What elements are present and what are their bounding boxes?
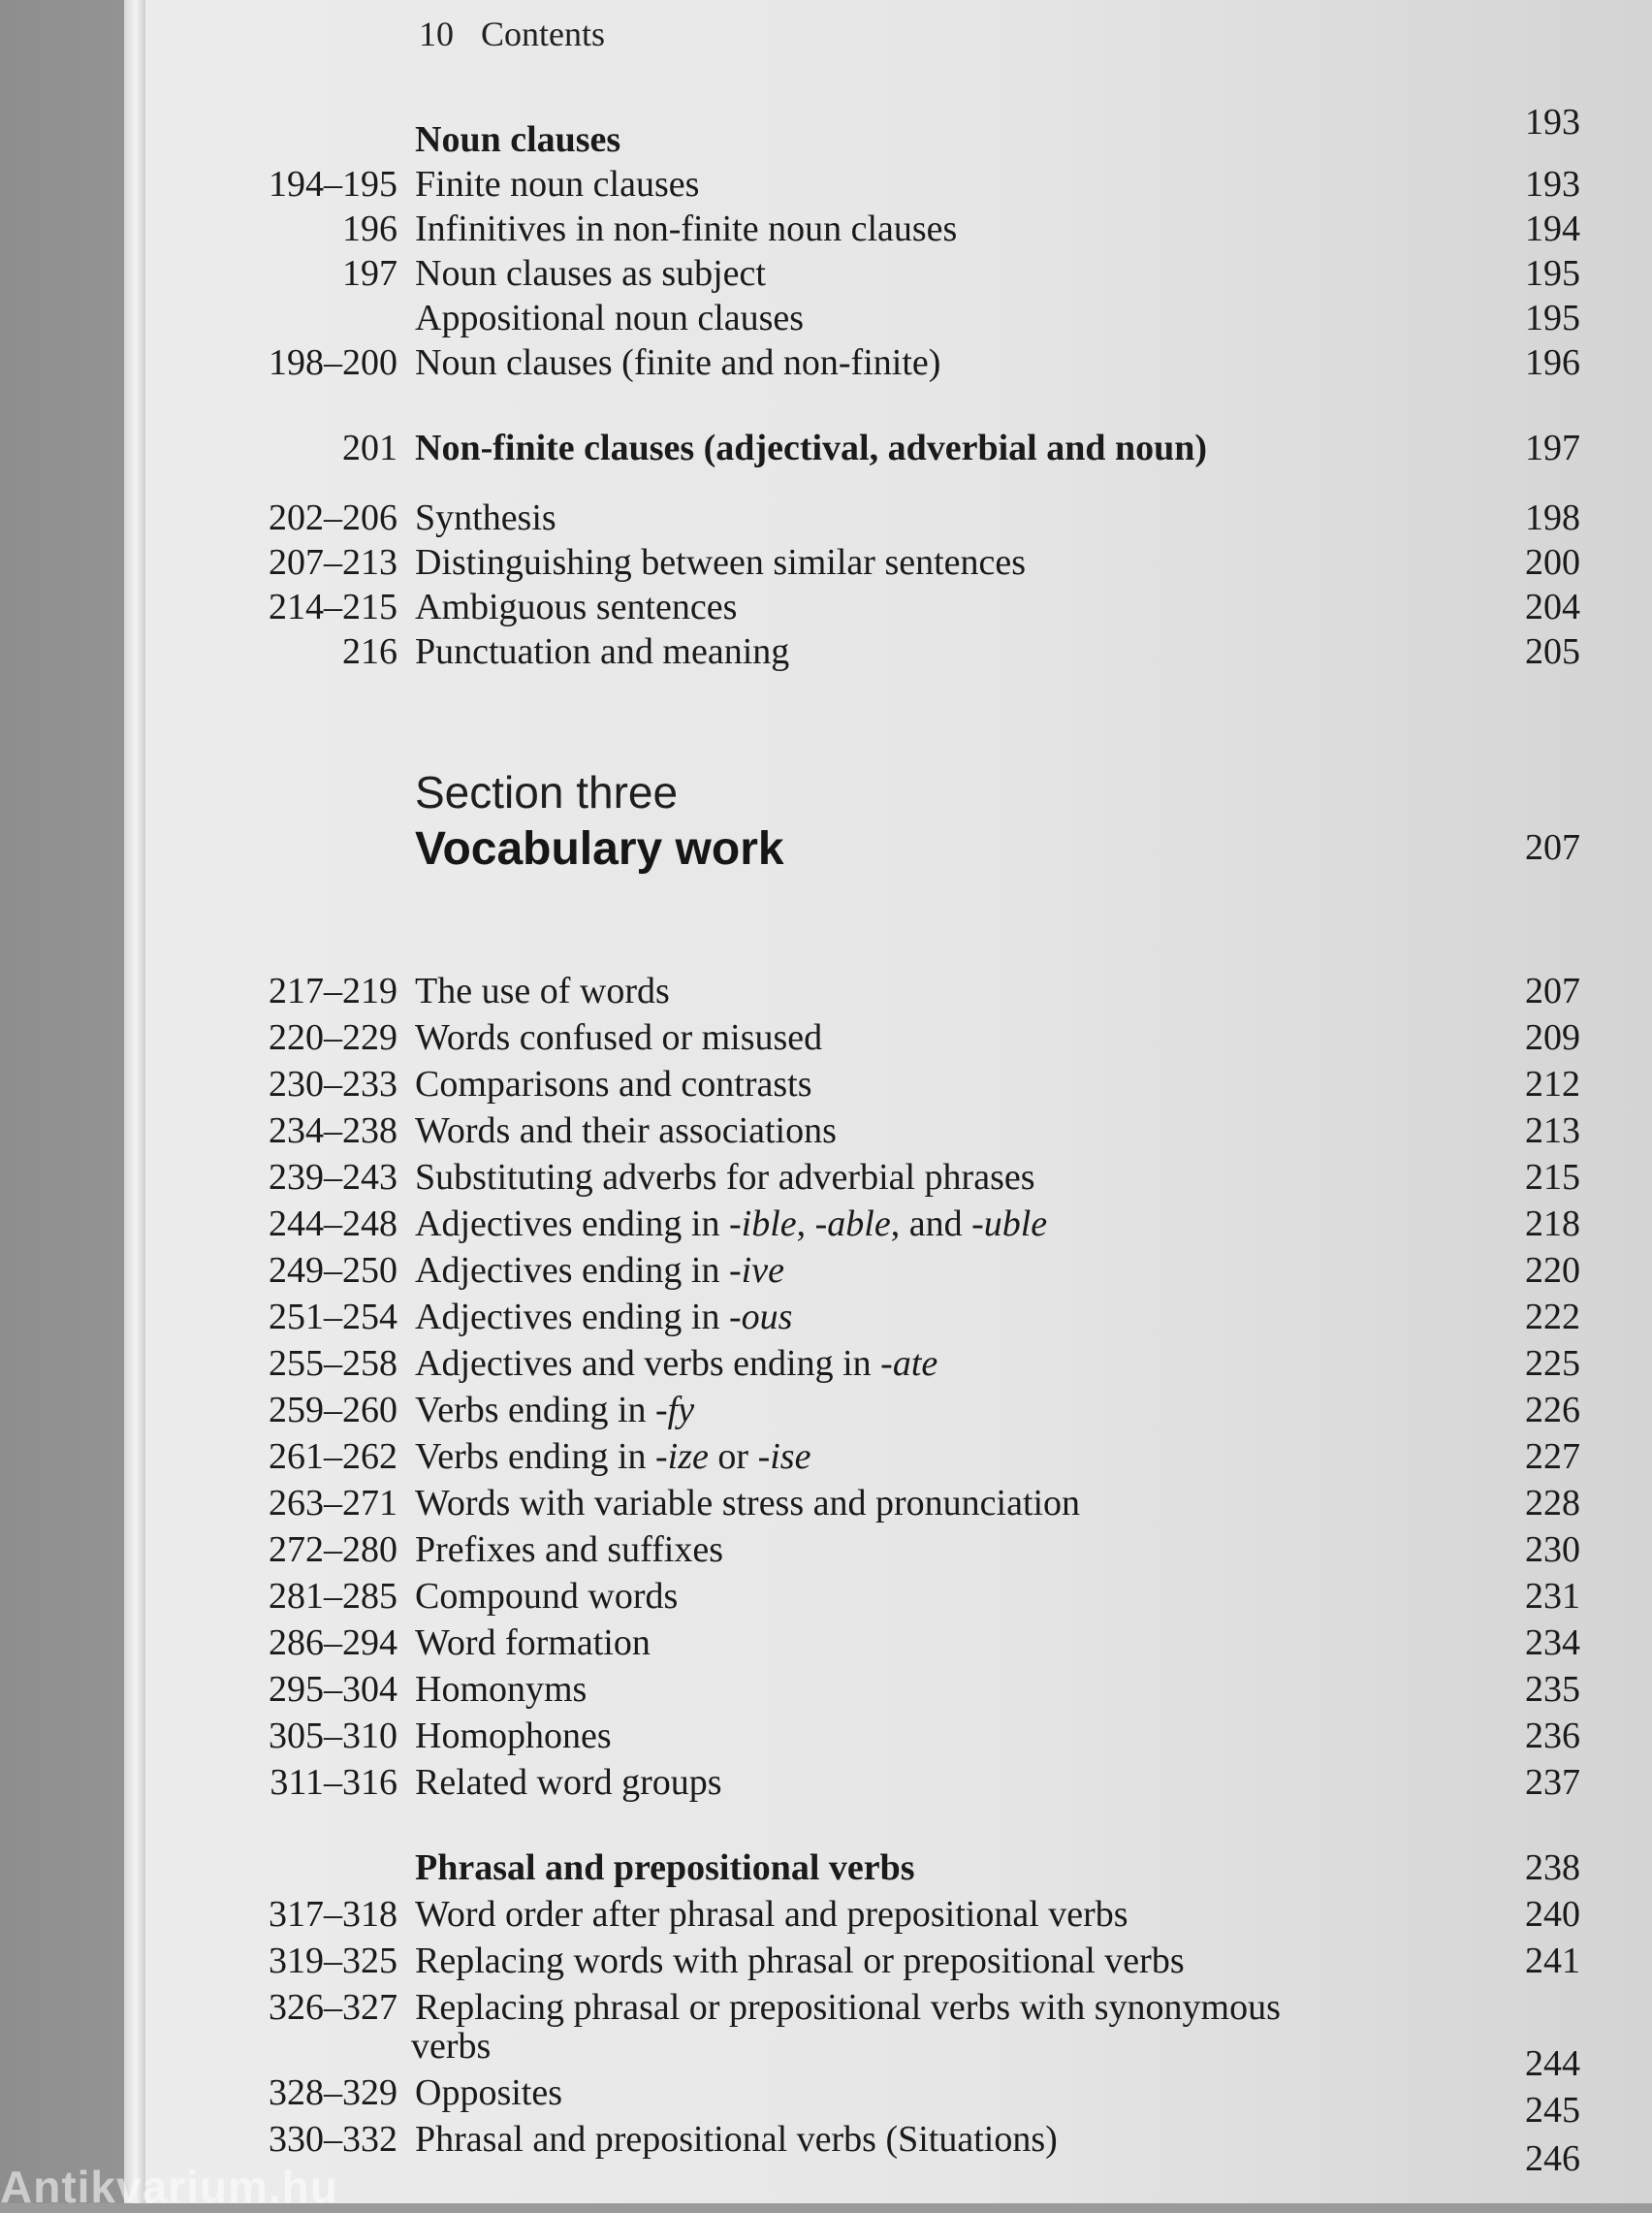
toc-entry (0, 1986, 1652, 2029)
entry-page: 213 (1525, 1110, 1580, 1151)
entry-number: 286–294 (269, 1622, 397, 1663)
entry-title: Punctuation and meaning (415, 631, 790, 672)
entry-title: Finite noun clauses (415, 164, 700, 205)
toc-entry (0, 1715, 1652, 1757)
toc-entry (0, 252, 1652, 295)
entry-number: 330–332 (269, 2119, 397, 2160)
toc-entry (0, 1249, 1652, 1292)
entry-title: Prefixes and suffixes (415, 1529, 724, 1570)
entry-number: 317–318 (269, 1894, 397, 1935)
entry-title: Related word groups (415, 1762, 722, 1803)
toc-entry (0, 1575, 1652, 1618)
entry-number: 305–310 (269, 1716, 397, 1756)
entry-number: 244–248 (269, 1203, 397, 1244)
entry-page: 218 (1525, 1203, 1580, 1244)
entry-title: Replacing phrasal or prepositional verbs with synonymous (415, 1987, 1281, 2028)
section-page: 207 (1525, 827, 1580, 868)
entry-page: 197 (1525, 428, 1580, 468)
toc-entry (0, 1063, 1652, 1106)
entry-number: 272–280 (269, 1529, 397, 1570)
entry-number: 217–219 (269, 971, 397, 1011)
entry-number: 328–329 (269, 2072, 397, 2113)
toc-entry (0, 2071, 1652, 2131)
entry-number: 214–215 (269, 587, 397, 627)
entry-title: Homophones (415, 1716, 612, 1756)
toc-entry (0, 586, 1652, 628)
entry-number: 230–233 (269, 1064, 397, 1105)
entry-page: 244 (1525, 2043, 1580, 2084)
entry-title: Adjectives ending in -ive (415, 1250, 784, 1291)
entry-title: Adjectives and verbs ending in -ate (415, 1343, 938, 1384)
entry-title: Ambiguous sentences (415, 587, 738, 627)
entry-number: 295–304 (269, 1669, 397, 1710)
entry-title: Word order after phrasal and prepositional verbs (415, 1894, 1128, 1935)
toc-entry (0, 163, 1652, 206)
entry-page: 205 (1525, 631, 1580, 672)
entry-number: 251–254 (269, 1297, 397, 1337)
entry-page: 196 (1525, 342, 1580, 383)
entry-title: Adjectives ending in -ible, -able, and -uble (415, 1203, 1048, 1244)
toc-heading-noun-clauses (0, 102, 1652, 161)
toc-entry (0, 497, 1652, 539)
entry-title: Words with variable stress and pronunciation (415, 1483, 1081, 1523)
toc-entry (0, 1621, 1652, 1664)
entry-number: 220–229 (269, 1017, 397, 1058)
entry-page: 240 (1525, 1894, 1580, 1935)
toc-entry (0, 1109, 1652, 1152)
entry-number: 311–316 (270, 1762, 397, 1803)
entry-number: 234–238 (269, 1110, 397, 1151)
toc-entry (0, 1342, 1652, 1385)
toc-entry (0, 1016, 1652, 1059)
entry-number: 263–271 (269, 1483, 397, 1523)
toc-entry (0, 297, 1652, 339)
heading-title: Phrasal and prepositional verbs (415, 1847, 915, 1888)
toc-entry (0, 1528, 1652, 1571)
entry-number: 255–258 (269, 1343, 397, 1384)
entry-title: Phrasal and prepositional verbs (Situations) (415, 2119, 1058, 2160)
toc-entry (0, 1940, 1652, 1982)
toc-entry (0, 1482, 1652, 1524)
entry-page: 230 (1525, 1529, 1580, 1570)
toc-entry (0, 1389, 1652, 1431)
entry-page: 222 (1525, 1297, 1580, 1337)
toc-entry (0, 1668, 1652, 1711)
toc-entry (0, 1203, 1652, 1245)
entry-number: 216 (342, 631, 397, 672)
entry-title: Substituting adverbs for adverbial phrases (415, 1157, 1035, 1198)
running-head (419, 14, 605, 54)
entry-page: 228 (1525, 1483, 1580, 1523)
toc-entry (0, 630, 1652, 673)
entry-page: 212 (1525, 1064, 1580, 1105)
entry-number: 198–200 (269, 342, 397, 383)
entry-title-continuation: verbs (411, 2026, 492, 2067)
entry-page: 204 (1525, 587, 1580, 627)
entry-page: 235 (1525, 1669, 1580, 1710)
entry-title: Opposites (415, 2072, 562, 2113)
entry-title: Verbs ending in -ize or -ise (415, 1436, 811, 1477)
entry-page: 246 (1525, 2138, 1580, 2179)
entry-page: 245 (1525, 2090, 1580, 2131)
entry-title: The use of words (415, 971, 670, 1011)
entry-page: 195 (1525, 298, 1580, 338)
toc-entry (0, 1435, 1652, 1478)
section-title: Vocabulary work (415, 823, 784, 875)
entry-title: Non-finite clauses (adjectival, adverbial and noun) (415, 428, 1208, 468)
entry-page: 226 (1525, 1390, 1580, 1430)
entry-page: 207 (1525, 971, 1580, 1011)
entry-title: Adjectives ending in -ous (415, 1297, 793, 1337)
toc-heading-non-finite (0, 427, 1652, 469)
section-label: Section three (415, 767, 679, 818)
heading-page: 193 (1525, 102, 1580, 143)
entry-title: Compound words (415, 1576, 679, 1617)
toc-entry (0, 1296, 1652, 1338)
toc-entry (0, 341, 1652, 384)
entry-page: 236 (1525, 1716, 1580, 1756)
entry-title: Homonyms (415, 1669, 588, 1710)
entry-page: 194 (1525, 208, 1580, 249)
entry-page: 200 (1525, 542, 1580, 583)
toc-heading-phrasal (0, 1846, 1652, 1889)
entry-page: 225 (1525, 1343, 1580, 1384)
entry-page: 241 (1525, 1940, 1580, 1981)
entry-page: 193 (1525, 164, 1580, 205)
entry-title: Synthesis (415, 497, 556, 538)
entry-page: 227 (1525, 1436, 1580, 1477)
entry-number: 201 (342, 428, 397, 468)
toc-entry (0, 970, 1652, 1012)
page-number: 10 (419, 15, 454, 53)
toc-entry (0, 1893, 1652, 1936)
entry-title: Distinguishing between similar sentences (415, 542, 1027, 583)
entry-number: 259–260 (269, 1390, 397, 1430)
running-title: Contents (481, 15, 606, 53)
toc-entry (0, 2118, 1652, 2179)
entry-page: 234 (1525, 1622, 1580, 1663)
entry-title: Words confused or misused (415, 1017, 823, 1058)
entry-page: 195 (1525, 253, 1580, 294)
entry-page: 231 (1525, 1576, 1580, 1617)
entry-number: 207–213 (269, 542, 397, 583)
entry-page: 209 (1525, 1017, 1580, 1058)
entry-number: 197 (342, 253, 397, 294)
entry-title: Infinitives in non-finite noun clauses (415, 208, 958, 249)
entry-number: 281–285 (269, 1576, 397, 1617)
heading-page: 238 (1525, 1847, 1580, 1888)
entry-number: 202–206 (269, 497, 397, 538)
toc-entry (0, 1156, 1652, 1199)
entry-number: 196 (342, 208, 397, 249)
toc-entry (0, 1761, 1652, 1804)
entry-title: Replacing words with phrasal or prepositional verbs (415, 1940, 1185, 1981)
toc-entry (0, 541, 1652, 584)
toc-entry (0, 208, 1652, 250)
entry-title: Noun clauses as subject (415, 253, 766, 294)
entry-number: 249–250 (269, 1250, 397, 1291)
entry-page: 215 (1525, 1157, 1580, 1198)
entry-title: Appositional noun clauses (415, 298, 805, 338)
heading-title: Noun clauses (415, 119, 621, 160)
entry-title: Noun clauses (finite and non-finite) (415, 342, 941, 383)
watermark: Antikvarium.hu (0, 2162, 338, 2212)
entry-title: Comparisons and contrasts (415, 1064, 812, 1105)
entry-title: Word formation (415, 1622, 651, 1663)
entry-number: 194–195 (269, 164, 397, 205)
entry-title: Words and their associations (415, 1110, 837, 1151)
entry-number: 239–243 (269, 1157, 397, 1198)
entry-number: 261–262 (269, 1436, 397, 1477)
entry-page: 198 (1525, 497, 1580, 538)
entry-number: 319–325 (269, 1940, 397, 1981)
entry-page: 237 (1525, 1762, 1580, 1803)
entry-page: 220 (1525, 1250, 1580, 1291)
entry-title: Verbs ending in -fy (415, 1390, 695, 1430)
entry-number: 326–327 (269, 1987, 397, 2028)
